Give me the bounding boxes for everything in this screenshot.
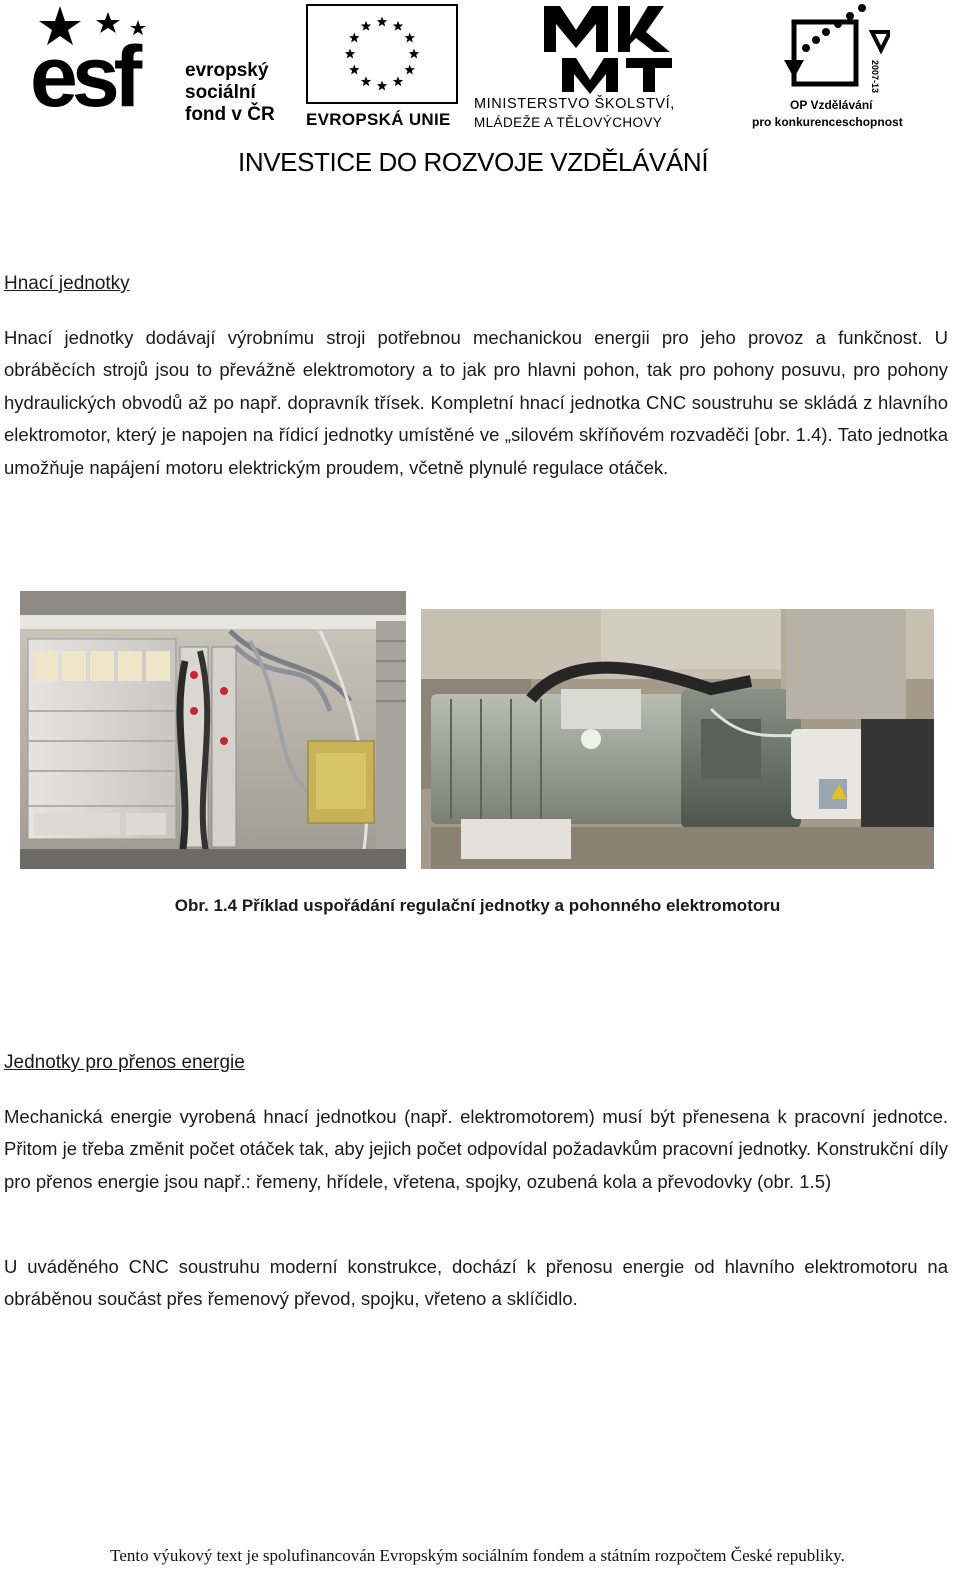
eu-star xyxy=(409,49,419,59)
msmt-logo xyxy=(474,2,744,132)
eu-flag xyxy=(306,4,458,104)
msmt-mark-icon xyxy=(542,2,677,94)
section-heading-hnaci-jednotky: Hnací jednotky xyxy=(4,273,130,294)
esf-letters: esf xyxy=(30,29,137,125)
esf-text: evropský sociální fond v ČR xyxy=(185,60,275,125)
esf-logo xyxy=(30,6,300,131)
eu-star xyxy=(393,21,403,31)
figure-caption: Obr. 1.4 Příklad uspořádání regulační jednotky a pohonného elektromotoru xyxy=(174,896,781,915)
eu-star xyxy=(404,65,414,75)
op-mark-icon xyxy=(780,2,890,96)
eu-logo xyxy=(306,4,466,132)
eu-star xyxy=(377,17,387,27)
eu-star xyxy=(349,33,359,43)
page-footer: Tento výukový text je spolufinancován Evropským sociálním fondem a státním rozpočtem České republiky. xyxy=(110,1546,845,1565)
eu-star xyxy=(393,76,403,86)
op-years: 2007-13 xyxy=(870,60,880,94)
eu-star xyxy=(377,81,387,91)
msmt-line1: MINISTERSTVO ŠKOLSTVÍ, xyxy=(474,96,675,112)
paragraph-prenos-energie-1: Mechanická energie vyrobená hnací jednotkou (např. elektromotorem) musí být přenesena k pracovní jednotce. Přitom je třeba změnit počet otáček tak, aby jejich počet odpovídal požadavkům pracovní jednotky. Konstrukční díly pro přenos energie jsou např.: řemeny, hřídele, vřetena, spojky, ozubená kola a převodovky (obr. 1.5) xyxy=(4,1106,948,1192)
eu-star xyxy=(404,33,414,43)
paragraph-hnaci-jednotky: Hnací jednotky dodávají výrobnímu stroji potřebnou mechanickou energii pro jeho provoz a funkčnost. U obráběcích strojů jsou to převážně elektromotory a to jak pro hlavni pohon, tak pro pohony posuvu, pro pohony hydraulických obvodů až po např. dopravník třísek. Kompletní hnací jednotka CNC soustruhu se skládá z hlavního elektromotor, který je napojen na řídicí jednotky umístěné ve „silovém skříňovém rozvaděči [obr. 1.4). Tato jednotka umožňuje napájení motoru elektrickým proudem, včetně plynulé regulace otáček. xyxy=(4,327,948,478)
msmt-line2: MLÁDEŽE A TĚLOVÝCHOVY xyxy=(474,115,663,130)
paragraph-prenos-energie-2: U uváděného CNC soustruhu moderní konstrukce, dochází k přenosu energie od hlavního elektromotoru na obráběnou součást přes řemenový převod, spojku, vřeteno a sklíčidlo. xyxy=(4,1256,948,1310)
op-logo xyxy=(752,2,932,132)
section-heading-prenos-energie: Jednotky pro přenos energie xyxy=(4,1052,245,1073)
photo-drive-motor xyxy=(421,609,934,869)
op-line1: OP Vzdělávání xyxy=(790,98,873,112)
eu-star xyxy=(349,65,359,75)
eu-stars-icon xyxy=(308,6,456,102)
logo-header xyxy=(0,0,960,185)
photo-control-cabinet xyxy=(20,591,406,869)
eu-label: EVROPSKÁ UNIE xyxy=(306,110,451,129)
eu-star xyxy=(361,21,371,31)
investice-banner: INVESTICE DO ROZVOJE VZDĚLÁVÁNÍ xyxy=(238,147,709,177)
eu-star xyxy=(361,76,371,86)
eu-star xyxy=(345,49,355,59)
op-line2: pro konkurenceschopnost xyxy=(752,115,903,129)
